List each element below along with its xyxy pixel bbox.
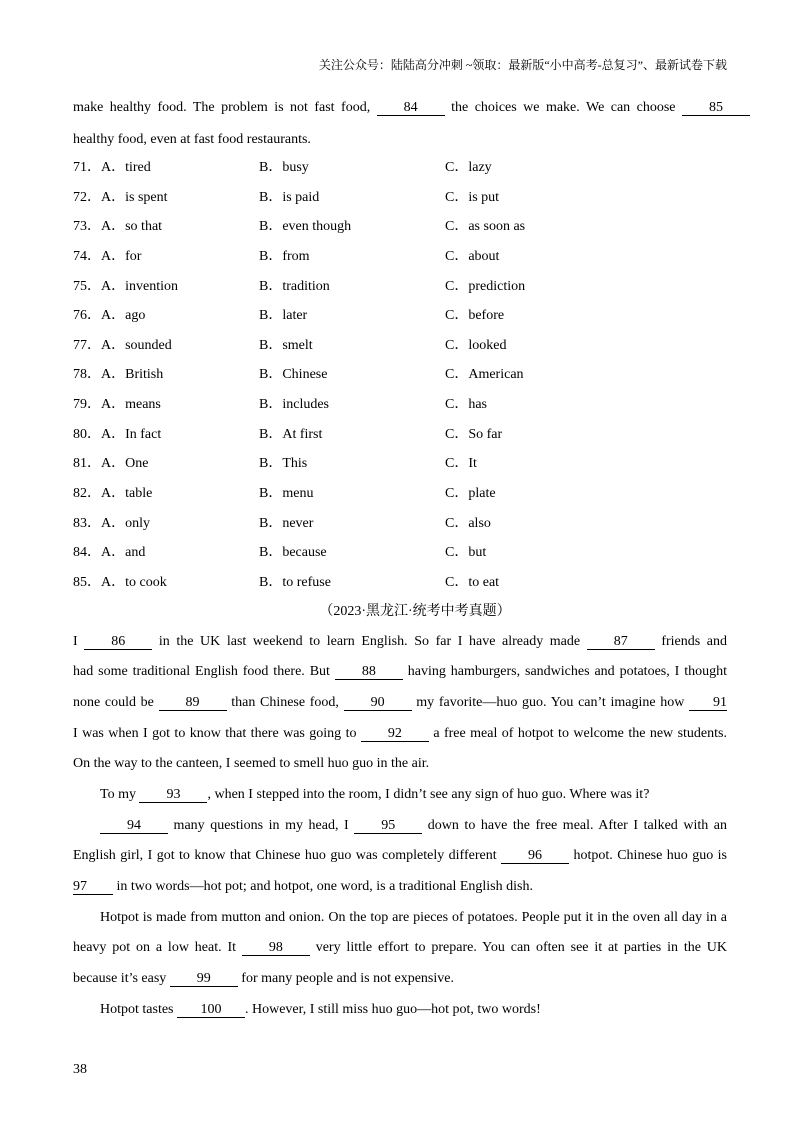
answer-blank-89: 89 bbox=[159, 695, 227, 711]
option-a: A．tired bbox=[101, 160, 151, 175]
text-run: down to have the free meal. After I talked with an bbox=[422, 817, 727, 833]
text-run: make healthy food. The problem is not fast food, bbox=[73, 100, 377, 115]
question-number: 74． bbox=[73, 248, 101, 264]
page-number: 38 bbox=[73, 1062, 87, 1077]
text-run: I was when I got to know that there was going to bbox=[73, 725, 361, 741]
text-run: than Chinese food, bbox=[226, 695, 344, 711]
option-a: A．sounded bbox=[101, 337, 172, 353]
option-c: C．American bbox=[445, 367, 524, 383]
text-run: I bbox=[73, 633, 85, 649]
answer-blank-93: 93 bbox=[139, 787, 207, 803]
question-options-list bbox=[73, 153, 727, 598]
option-b: B．menu bbox=[259, 486, 314, 502]
text-line bbox=[73, 688, 727, 719]
option-b: B．Chinese bbox=[259, 367, 328, 383]
text-run: healthy food, even at fast food restaurants. bbox=[73, 132, 311, 147]
text-line bbox=[73, 780, 727, 811]
text-run: none could be bbox=[73, 695, 159, 711]
answer-blank-96: 96 bbox=[501, 848, 569, 864]
option-c: C．also bbox=[445, 515, 491, 531]
answer-blank-87: 87 bbox=[587, 634, 655, 650]
question-row bbox=[73, 183, 727, 213]
option-c: C．plate bbox=[445, 486, 496, 502]
question-row bbox=[73, 568, 727, 598]
text-run: many questions in my head, I bbox=[168, 817, 355, 833]
question-row bbox=[73, 301, 727, 331]
text-run: my favorite—huo guo. You can’t imagine how bbox=[411, 695, 690, 711]
text-run: very little effort to prepare. You can often see it at parties in the UK bbox=[309, 940, 728, 956]
option-a: A．for bbox=[101, 248, 142, 264]
question-row bbox=[73, 153, 727, 183]
option-a: A．In fact bbox=[101, 426, 162, 442]
option-c: C．to eat bbox=[445, 574, 500, 590]
text-run: having hamburgers, sandwiches and potatoes, I thought bbox=[402, 664, 727, 680]
option-c: C．but bbox=[445, 545, 487, 561]
question-row bbox=[73, 360, 727, 390]
text-line bbox=[73, 964, 727, 995]
answer-blank-100: 100 bbox=[177, 1002, 245, 1018]
text-run: Hotpot tastes bbox=[100, 1001, 177, 1017]
paragraph bbox=[73, 627, 727, 780]
question-number: 80． bbox=[73, 426, 101, 442]
text-line bbox=[73, 933, 727, 964]
option-b: B．At first bbox=[259, 426, 323, 442]
question-row bbox=[73, 449, 727, 479]
option-a: A．to cook bbox=[101, 574, 167, 590]
text-line bbox=[73, 719, 727, 750]
option-a: A．One bbox=[101, 456, 149, 472]
text-run: friends and bbox=[654, 633, 728, 649]
text-run: To my bbox=[100, 787, 140, 803]
previous-passage bbox=[73, 92, 750, 156]
option-b: B．includes bbox=[259, 397, 329, 413]
question-number: 73． bbox=[73, 219, 101, 235]
text-line bbox=[73, 872, 727, 903]
text-run: for many people and is not expensive. bbox=[237, 971, 454, 987]
option-c: C．lazy bbox=[445, 160, 492, 175]
answer-blank-99: 99 bbox=[170, 971, 238, 987]
text-run: in the UK last weekend to learn English. So far I have already made bbox=[152, 633, 587, 649]
paragraph bbox=[73, 995, 727, 1026]
answer-blank-84: 84 bbox=[377, 100, 445, 116]
question-row bbox=[73, 272, 727, 302]
question-number: 72． bbox=[73, 189, 101, 205]
option-c: C．as soon as bbox=[445, 219, 526, 235]
paragraph bbox=[73, 780, 727, 811]
question-number: 84． bbox=[73, 545, 101, 561]
option-c: C．prediction bbox=[445, 278, 526, 294]
source-citation: （2023·黑龙江·统考中考真题） bbox=[319, 604, 511, 619]
answer-blank-88: 88 bbox=[335, 664, 403, 680]
option-c: C．So far bbox=[445, 426, 503, 442]
question-number: 71． bbox=[73, 160, 101, 175]
question-number: 82． bbox=[73, 486, 101, 502]
option-c: C．is put bbox=[445, 189, 500, 205]
question-row bbox=[73, 212, 727, 242]
option-b: B．never bbox=[259, 515, 314, 531]
text-run: heavy pot on a low heat. It bbox=[73, 940, 242, 956]
answer-blank-91: 91 bbox=[689, 695, 727, 711]
option-a: A．so that bbox=[101, 219, 163, 235]
option-a: A．means bbox=[101, 397, 161, 413]
text-run: a free meal of hotpot to welcome the new students. bbox=[428, 725, 727, 741]
option-c: C．has bbox=[445, 397, 487, 413]
option-b: B．to refuse bbox=[259, 574, 331, 590]
text-line bbox=[73, 811, 727, 842]
question-row bbox=[73, 509, 727, 539]
option-c: C．It bbox=[445, 456, 477, 472]
option-a: A．is spent bbox=[101, 189, 168, 205]
text-run: had some traditional English food there. But bbox=[73, 664, 335, 680]
question-number: 78． bbox=[73, 367, 101, 383]
passage bbox=[73, 627, 727, 1026]
text-run: because it’s easy bbox=[73, 971, 170, 987]
option-b: B．later bbox=[259, 308, 308, 324]
option-b: B．This bbox=[259, 456, 308, 472]
text-run: . However, I still miss huo guo—hot pot, two words! bbox=[245, 1001, 541, 1017]
question-number: 77． bbox=[73, 337, 101, 353]
option-a: A．only bbox=[101, 515, 150, 531]
question-row bbox=[73, 420, 727, 450]
answer-blank-94: 94 bbox=[100, 818, 168, 834]
option-b: B．busy bbox=[259, 160, 309, 175]
option-b: B．tradition bbox=[259, 278, 330, 294]
question-number: 85． bbox=[73, 574, 101, 590]
answer-blank-98: 98 bbox=[242, 940, 310, 956]
option-c: C．about bbox=[445, 248, 500, 264]
text-run: English girl, I got to know that Chinese huo guo was completely different bbox=[73, 848, 502, 864]
answer-blank-90: 90 bbox=[344, 695, 412, 711]
text-line bbox=[73, 841, 727, 872]
question-row bbox=[73, 390, 727, 420]
question-row bbox=[73, 242, 727, 272]
option-a: A．invention bbox=[101, 278, 178, 294]
question-row bbox=[73, 331, 727, 361]
answer-blank-97: 97 bbox=[73, 879, 113, 895]
option-b: B．smelt bbox=[259, 337, 313, 353]
text-line bbox=[73, 92, 750, 124]
answer-blank-86: 86 bbox=[84, 634, 152, 650]
question-row bbox=[73, 538, 727, 568]
option-b: B．is paid bbox=[259, 189, 320, 205]
text-line bbox=[73, 627, 727, 658]
text-line bbox=[73, 657, 727, 688]
option-c: C．before bbox=[445, 308, 505, 324]
question-number: 81． bbox=[73, 456, 101, 472]
question-row bbox=[73, 479, 727, 509]
text-run: Hotpot is made from mutton and onion. On the top are pieces of potatoes. People put it in the oven all day in a bbox=[100, 909, 727, 925]
answer-blank-92: 92 bbox=[361, 726, 429, 742]
option-b: B．even though bbox=[259, 219, 352, 235]
text-run: hotpot. Chinese huo guo is bbox=[569, 848, 727, 864]
question-number: 83． bbox=[73, 515, 101, 531]
text-run: On the way to the canteen, I seemed to smell huo guo in the air. bbox=[73, 756, 430, 772]
text-line bbox=[73, 995, 727, 1026]
option-c: C．looked bbox=[445, 337, 507, 353]
option-b: B．because bbox=[259, 545, 327, 561]
text-line bbox=[73, 903, 727, 934]
option-a: A．table bbox=[101, 486, 153, 502]
question-number: 76． bbox=[73, 308, 101, 324]
text-run: the choices we make. We can choose bbox=[444, 100, 682, 115]
answer-blank-85: 85 bbox=[682, 100, 750, 116]
paragraph bbox=[73, 903, 727, 995]
question-number: 79． bbox=[73, 397, 101, 413]
text-line bbox=[73, 749, 727, 780]
paragraph bbox=[73, 811, 727, 903]
text-line bbox=[73, 124, 750, 156]
answer-blank-95: 95 bbox=[354, 818, 422, 834]
text-run: , when I stepped into the room, I didn’t see any sign of huo guo. Where was it? bbox=[207, 787, 650, 803]
option-a: A．and bbox=[101, 545, 146, 561]
question-number: 75． bbox=[73, 278, 101, 294]
header-notice: 关注公众号：陆陆高分冲刺 ~领取：最新版“小中高考-总复习”、最新试卷下载 bbox=[318, 58, 727, 72]
option-a: A．British bbox=[101, 367, 164, 383]
option-a: A．ago bbox=[101, 308, 146, 324]
option-b: B．from bbox=[259, 248, 310, 264]
text-run: in two words—hot pot; and hotpot, one word, is a traditional English dish. bbox=[113, 879, 533, 895]
